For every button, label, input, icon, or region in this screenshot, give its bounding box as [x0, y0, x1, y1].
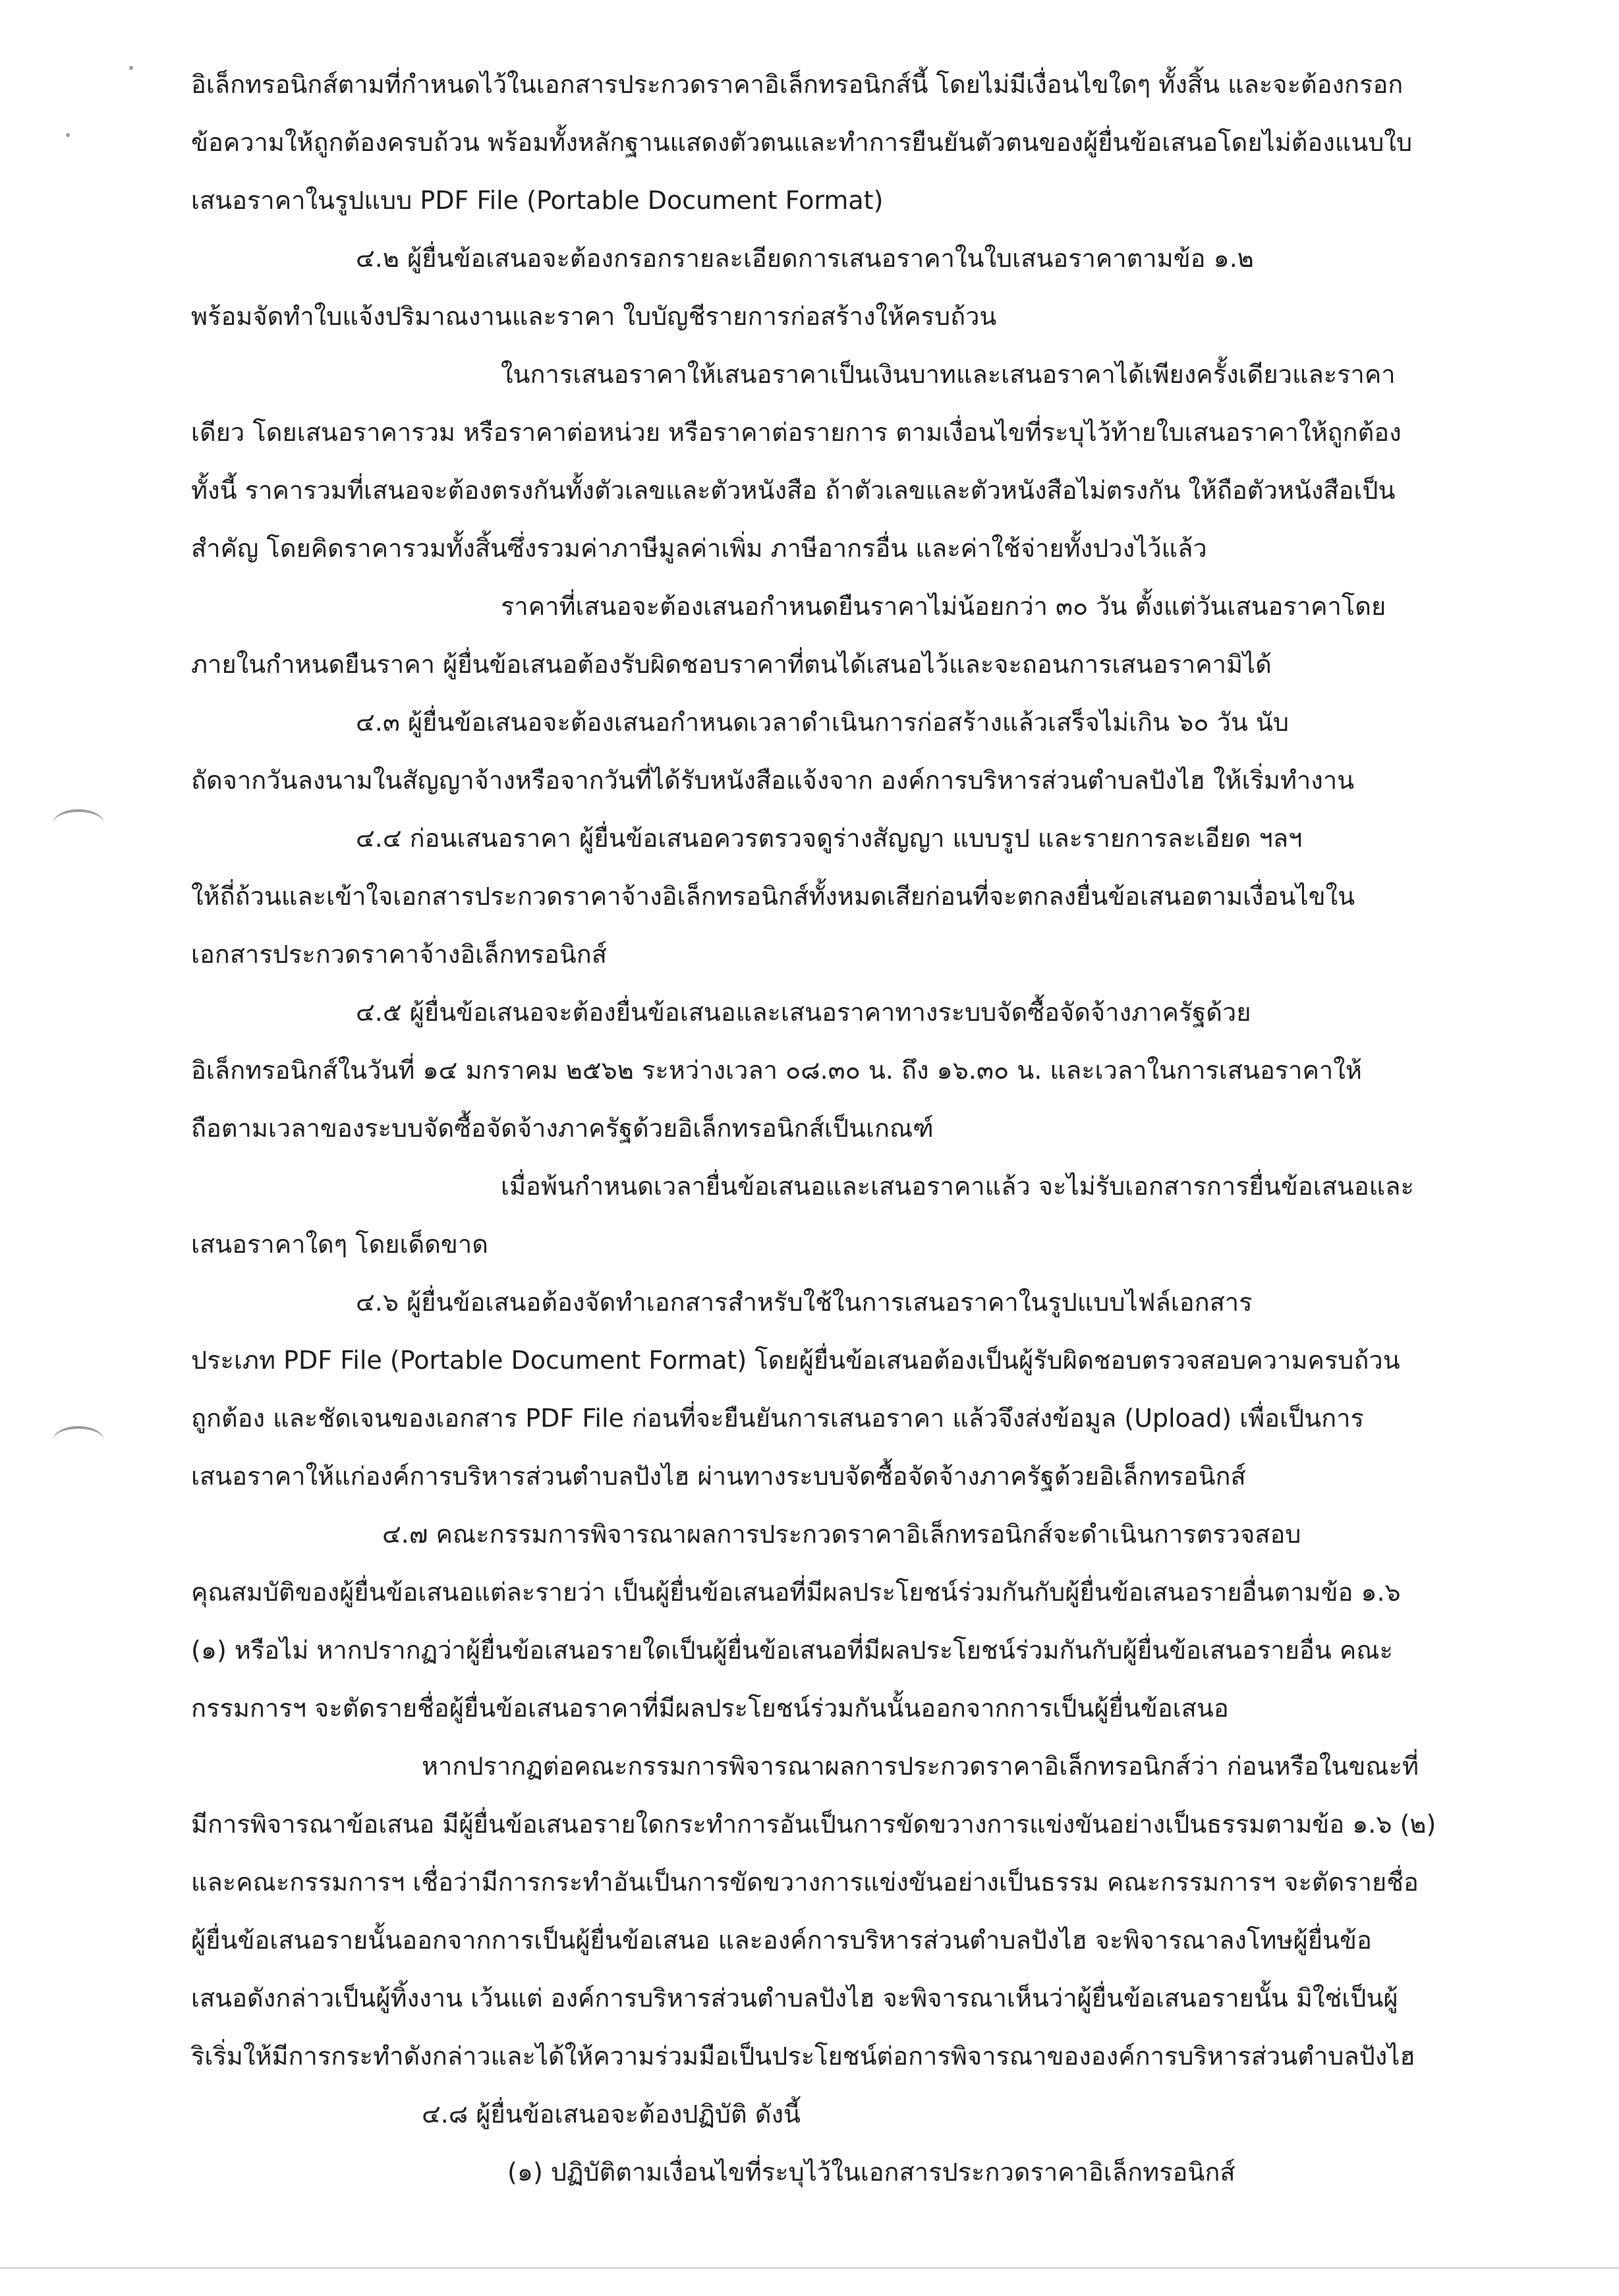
- text-line: ให้ถี่ถ้วนและเข้าใจเอกสารประกวดราคาจ้างอิเล็กทรอนิกส์ทั้งหมดเสียก่อนที่จะตกลงยื่นข้อเสนอตามเงื่อนไขใน: [191, 882, 1355, 911]
- text-line: เดียว โดยเสนอราคารวม หรือราคาต่อหน่วย หรือราคาต่อรายการ ตามเงื่อนไขที่ระบุไว้ท้ายใบเสนอราคาให้ถูกต้อง: [191, 418, 1402, 447]
- scan-speck: [129, 66, 133, 70]
- text-line: ริเริ่มให้มีการกระทำดังกล่าวและได้ให้ความร่วมมือเป็นประโยชน์ต่อการพิจารณาขององค์การบริหารส่วนตำบลปังไฮ: [191, 2042, 1415, 2071]
- text-line: เมื่อพ้นกำหนดเวลายื่นข้อเสนอและเสนอราคาแล้ว จะไม่รับเอกสารการยื่นข้อเสนอและ: [501, 1172, 1414, 1201]
- punch-hole-mark: [53, 1426, 104, 1455]
- text-line: พร้อมจัดทำใบแจ้งปริมาณงานและราคา ใบบัญชีรายการก่อสร้างให้ครบถ้วน: [191, 302, 997, 331]
- text-line: (๑) หรือไม่ หากปรากฏว่าผู้ยื่นข้อเสนอรายใดเป็นผู้ยื่นข้อเสนอที่มีผลประโยชน์ร่วมกันกับผู้ยื่นข้อเสนอรายอื่น คณะ: [191, 1636, 1393, 1665]
- clause-4-7: ๔.๗ คณะกรรมการพิจารณาผลการประกวดราคาอิเล็กทรอนิกส์จะดำเนินการตรวจสอบ: [382, 1520, 1301, 1549]
- text-line: ในการเสนอราคาให้เสนอราคาเป็นเงินบาทและเสนอราคาได้เพียงครั้งเดียวและราคา: [501, 360, 1396, 389]
- text-line: คุณสมบัติของผู้ยื่นข้อเสนอแต่ละรายว่า เป็นผู้ยื่นข้อเสนอที่มีผลประโยชน์ร่วมกันกับผู้ยื่นข้อเสนอรายอื่นตามข้อ ๑.๖: [191, 1578, 1401, 1607]
- scan-speck: [66, 133, 70, 137]
- text-line: ราคาที่เสนอจะต้องเสนอกำหนดยืนราคาไม่น้อยกว่า ๓๐ วัน ตั้งแต่วันเสนอราคาโดย: [501, 592, 1386, 621]
- text-line: ผู้ยื่นข้อเสนอรายนั้นออกจากการเป็นผู้ยื่นข้อเสนอ และองค์การบริหารส่วนตำบลปังไฮ จะพิจารณาลงโทษผู้ยื่นข้อ: [191, 1926, 1372, 1955]
- text-line: สำคัญ โดยคิดราคารวมทั้งสิ้นซึ่งรวมค่าภาษีมูลค่าเพิ่ม ภาษีอากรอื่น และค่าใช้จ่ายทั้งปวงไว้แล้ว: [191, 534, 1207, 563]
- text-line: เสนอราคาให้แก่องค์การบริหารส่วนตำบลปังไฮ ผ่านทางระบบจัดซื้อจัดจ้างภาครัฐด้วยอิเล็กทรอนิกส์: [191, 1462, 1246, 1491]
- text-line: อิเล็กทรอนิกส์ตามที่กำหนดไว้ในเอกสารประกวดราคาอิเล็กทรอนิกส์นี้ โดยไม่มีเงื่อนไขใดๆ ทั้งสิ้น และจะต้องกรอก: [191, 70, 1404, 99]
- text-line: เสนอราคาในรูปแบบ PDF File (Portable Document Format): [191, 186, 884, 215]
- clause-4-8-1: (๑) ปฏิบัติตามเงื่อนไขที่ระบุไว้ในเอกสารประกวดราคาอิเล็กทรอนิกส์: [507, 2158, 1236, 2187]
- text-line: ประเภท PDF File (Portable Document Format) โดยผู้ยื่นข้อเสนอต้องเป็นผู้รับผิดชอบตรวจสอบความครบถ้วน: [191, 1346, 1400, 1375]
- text-line: กรรมการฯ จะตัดรายชื่อผู้ยื่นข้อเสนอราคาที่มีผลประโยชน์ร่วมกันนั้นออกจากการเป็นผู้ยื่นข้อเสนอ: [191, 1694, 1229, 1723]
- text-line: มีการพิจารณาข้อเสนอ มีผู้ยื่นข้อเสนอรายใดกระทำการอันเป็นการขัดขวางการแข่งขันอย่างเป็นธรรมตามข้อ ๑.๖ (๒): [191, 1810, 1436, 1839]
- text-line: อิเล็กทรอนิกส์ในวันที่ ๑๔ มกราคม ๒๕๖๒ ระหว่างเวลา ๐๘.๓๐ น. ถึง ๑๖.๓๐ น. และเวลาในการเสนอราคาให้: [191, 1056, 1362, 1085]
- text-line: ถูกต้อง และชัดเจนของเอกสาร PDF File ก่อนที่จะยืนยันการเสนอราคา แล้วจึงส่งข้อมูล (Upload) เพื่อเป็นการ: [191, 1404, 1364, 1433]
- text-line: เสนอราคาใดๆ โดยเด็ดขาด: [191, 1230, 488, 1259]
- clause-4-5: ๔.๕ ผู้ยื่นข้อเสนอจะต้องยื่นข้อเสนอและเสนอราคาทางระบบจัดซื้อจัดจ้างภาครัฐด้วย: [356, 998, 1251, 1027]
- text-line: ถือตามเวลาของระบบจัดซื้อจัดจ้างภาครัฐด้วยอิเล็กทรอนิกส์เป็นเกณฑ์: [191, 1114, 934, 1143]
- text-line: เสนอดังกล่าวเป็นผู้ทิ้งงาน เว้นแต่ องค์การบริหารส่วนตำบลปังไฮ จะพิจารณาเห็นว่าผู้ยื่นข้อเสนอรายนั้น มิใช่เป็นผู้: [191, 1984, 1398, 2013]
- text-line: ภายในกำหนดยืนราคา ผู้ยื่นข้อเสนอต้องรับผิดชอบราคาที่ตนได้เสนอไว้และจะถอนการเสนอราคามิได้: [191, 650, 1272, 679]
- clause-4-6: ๔.๖ ผู้ยื่นข้อเสนอต้องจัดทำเอกสารสำหรับใช้ในการเสนอราคาในรูปแบบไฟล์เอกสาร: [356, 1288, 1253, 1317]
- text-line: หากปรากฏต่อคณะกรรมการพิจารณาผลการประกวดราคาอิเล็กทรอนิกส์ว่า ก่อนหรือในขณะที่: [422, 1752, 1419, 1781]
- text-line: ข้อความให้ถูกต้องครบถ้วน พร้อมทั้งหลักฐานแสดงตัวตนและทำการยืนยันตัวตนของผู้ยื่นข้อเสนอโดยไม่ต้องแนบใบ: [191, 128, 1413, 157]
- scan-bottom-edge: [0, 2267, 1619, 2269]
- clause-4-3: ๔.๓ ผู้ยื่นข้อเสนอจะต้องเสนอกำหนดเวลาดำเนินการก่อสร้างแล้วเสร็จไม่เกิน ๖๐ วัน นับ: [356, 708, 1290, 737]
- text-line: ถัดจากวันลงนามในสัญญาจ้างหรือจากวันที่ได้รับหนังสือแจ้งจาก องค์การบริหารส่วนตำบลปังไฮ ให้เริ่มทำงาน: [191, 766, 1355, 795]
- clause-4-4: ๔.๔ ก่อนเสนอราคา ผู้ยื่นข้อเสนอควรตรวจดูร่างสัญญา แบบรูป และรายการละเอียด ฯลฯ: [356, 824, 1303, 853]
- punch-hole-mark: [53, 809, 104, 838]
- clause-4-2: ๔.๒ ผู้ยื่นข้อเสนอจะต้องกรอกรายละเอียดการเสนอราคาในใบเสนอราคาตามข้อ ๑.๒: [356, 244, 1254, 273]
- clause-4-8: ๔.๘ ผู้ยื่นข้อเสนอจะต้องปฏิบัติ ดังนี้: [422, 2100, 801, 2129]
- text-line: ทั้งนี้ ราคารวมที่เสนอจะต้องตรงกันทั้งตัวเลขและตัวหนังสือ ถ้าตัวเลขและตัวหนังสือไม่ตรงกัน ให้ถือตัวหนังสือเป็น: [191, 476, 1396, 505]
- text-line: และคณะกรรมการฯ เชื่อว่ามีการกระทำอันเป็นการขัดขวางการแข่งขันอย่างเป็นธรรม คณะกรรมการฯ จะตัดรายชื่อ: [191, 1868, 1419, 1897]
- text-line: เอกสารประกวดราคาจ้างอิเล็กทรอนิกส์: [191, 940, 607, 969]
